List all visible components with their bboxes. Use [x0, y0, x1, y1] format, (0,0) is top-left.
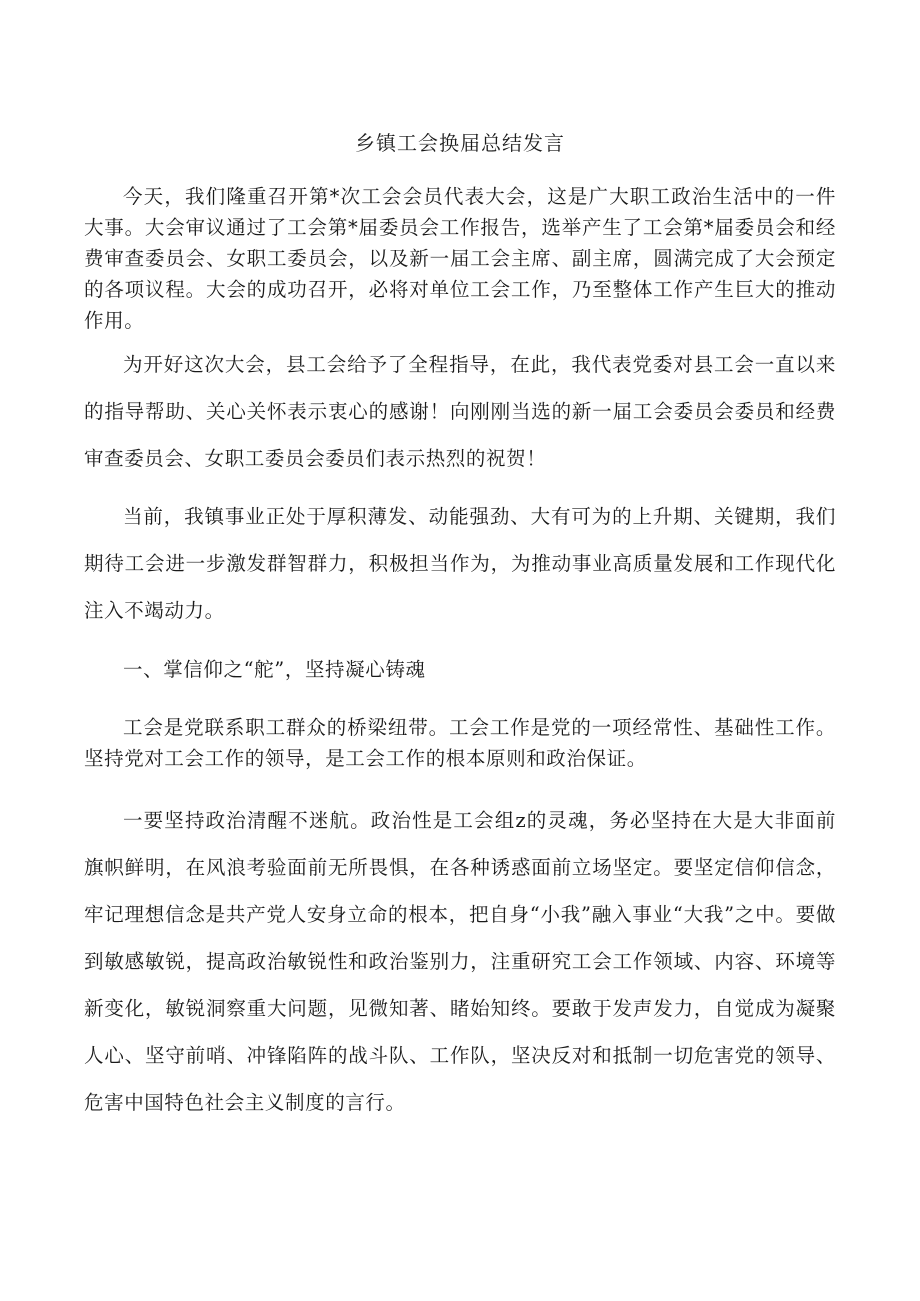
paragraph-opening: 今天，我们隆重召开第*次工会会员代表大会，这是广大职工政治生活中的一件大事。大会审议通过了工会第*届委员会工作报告，选举产生了工会第*届委员会和经费审查委员会、女职工委员会，以及新一届工会主席、副主席，圆满完成了大会预定的各项议程。大会的成功召开，必将对单位工会工作，乃至整体工作产生巨大的推动作用。 [84, 185, 836, 332]
document-title: 乡镇工会换届总结发言 [355, 131, 565, 155]
paragraph-current-situation: 当前，我镇事业正处于厚积薄发、动能强劲、大有可为的上升期、关键期，我们期待工会进一步激发群智群力，积极担当作为，为推动事业高质量发展和工作现代化注入不竭动力。 [84, 505, 836, 622]
section-heading-1: 一、掌信仰之“舵”，坚持凝心铸魂 [123, 658, 426, 681]
paragraph-thanks: 为开好这次大会，县工会给予了全程指导，在此，我代表党委对县工会一直以来的指导帮助、关心关怀表示衷心的感谢！向刚刚当选的新一届工会委员会委员和经费审查委员会、女职工委员会委员们表示热烈的祝贺！ [84, 353, 836, 470]
paragraph-political-clarity: 一要坚持政治清醒不迷航。政治性是工会组z的灵魂，务必坚持在大是大非面前旗帜鲜明，在风浪考验面前无所畏惧，在各种诱惑面前立场坚定。要坚定信仰信念，牢记理想信念是共产党人安身立命的根本，把自身“小我”融入事业“大我”之中。要做到敏感敏锐，提高政治敏锐性和政治鉴别力，注重研究工会工作领域、内容、环境等新变化，敏锐洞察重大问题，见微知著、睹始知终。要敢于发声发力，自觉成为凝聚人心、坚守前哨、冲锋陷阵的战斗队、工作队，坚决反对和抵制一切危害党的领导、危害中国特色社会主义制度的言行。 [84, 809, 836, 1114]
paragraph-union-role: 工会是党联系职工群众的桥梁纽带。工会工作是党的一项经常性、基础性工作。坚持党对工会工作的领导，是工会工作的根本原则和政治保证。 [84, 716, 836, 770]
